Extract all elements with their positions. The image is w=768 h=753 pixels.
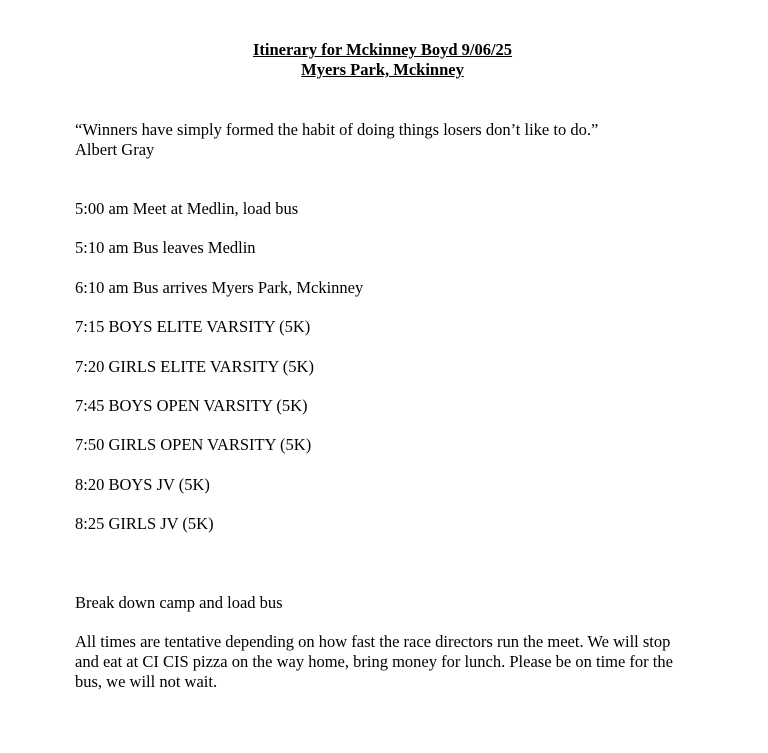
document-page xyxy=(75,40,690,692)
schedule-item: 5:00 am Meet at Medlin, load bus xyxy=(75,199,299,218)
schedule-item: 7:15 BOYS ELITE VARSITY (5K) xyxy=(75,317,311,337)
schedule-item: 8:20 BOYS JV (5K) xyxy=(75,474,210,494)
schedule-item: 7:20 GIRLS ELITE VARSITY (5K) xyxy=(75,356,314,376)
schedule-list xyxy=(75,199,690,534)
document-title xyxy=(75,40,690,80)
notes-paragraph: All times are tentative depending on how fast the race directors run the meet. We will stop and eat at CI CIS pizza on the way home, bring money for lunch. Please be on time for the bus, we will not wait. xyxy=(75,632,673,692)
schedule-item: 7:50 GIRLS OPEN VARSITY (5K) xyxy=(75,435,312,455)
schedule-item: 8:25 GIRLS JV (5K) xyxy=(75,514,214,534)
schedule-item: 7:45 BOYS OPEN VARSITY (5K) xyxy=(75,395,308,415)
quote-text: “Winners have simply formed the habit of doing things losers don’t like to do.” xyxy=(75,120,599,139)
closing-instruction: Break down camp and load bus xyxy=(75,593,283,613)
quote-author: Albert Gray xyxy=(75,140,155,159)
schedule-item: 5:10 am Bus leaves Medlin xyxy=(75,238,256,258)
schedule-item: 6:10 am Bus arrives Myers Park, Mckinney xyxy=(75,277,364,297)
title-line-1: Itinerary for Mckinney Boyd 9/06/25 xyxy=(252,40,513,59)
title-line-2: Myers Park, Mckinney xyxy=(301,60,464,79)
quote-block xyxy=(75,120,690,160)
